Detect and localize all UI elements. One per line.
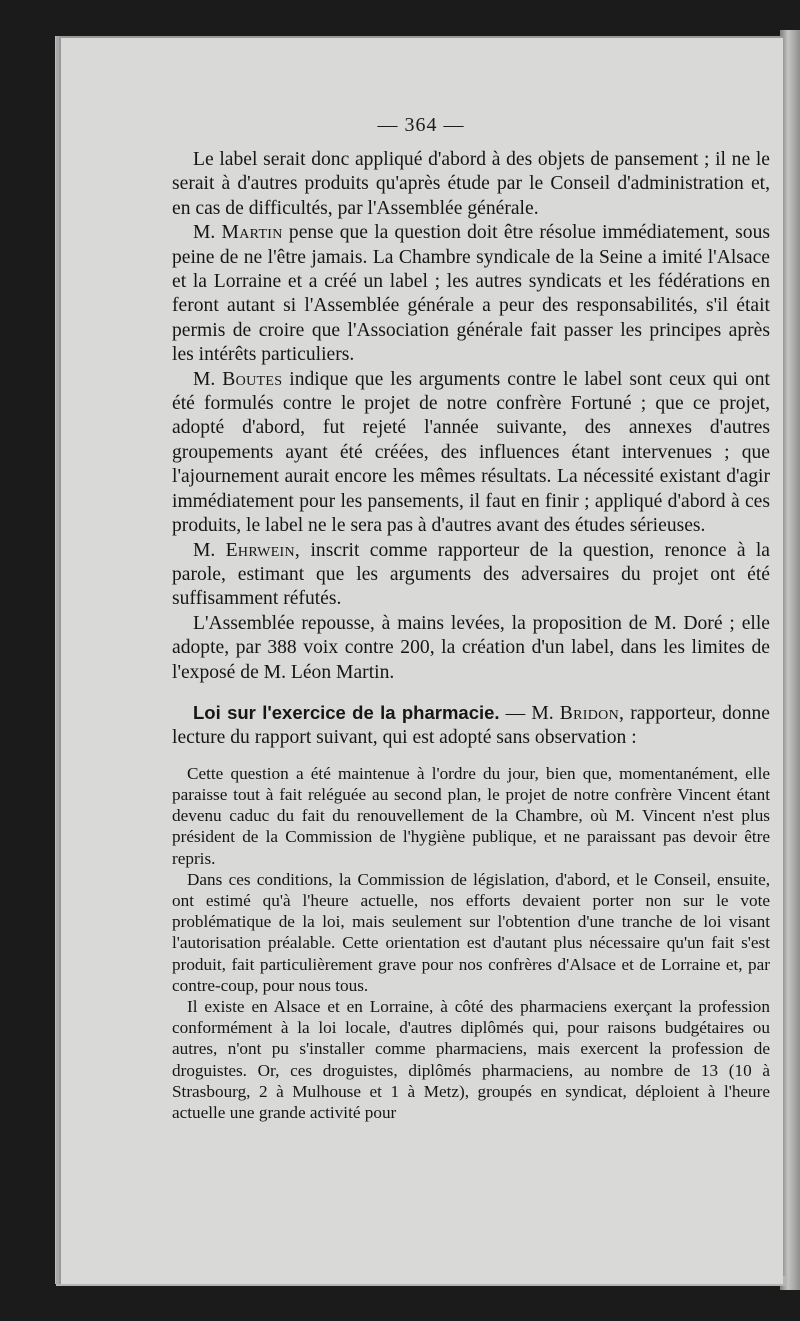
speaker-prefix: M.	[193, 368, 223, 390]
paragraph-4	[172, 539, 770, 612]
report-paragraph-3: Il existe en Alsace et en Lorraine, à côté des pharmaciens exerçant la profession conformément à la loi locale, d'autres diplômés qui, pour raisons budgétaires ou autres, n'ont pu s'installer comme pharmaciens, mais exercent la profession de droguistes. Or, ces droguistes, diplômés pharmaciens, au nombre de 13 (10 à Strasbourg, 2 à Mulhouse et 1 à Metz), groupés en syndicat, déploient à l'heure actuelle une grande activité pour	[172, 996, 770, 1122]
paragraph-3	[172, 368, 770, 539]
section-dash: — M.	[499, 702, 560, 724]
speaker-name-ehrwein: Ehrwein,	[225, 539, 301, 561]
section-heading: Loi sur l'exercice de la pharmacie.	[193, 701, 500, 723]
paragraph-1: Le label serait donc appliqué d'abord à des objets de pansement ; il ne le serait à d'autres produits qu'après étude par le Conseil d'administration et, en cas de difficultés, par l'Assemblée générale.	[172, 149, 770, 219]
speaker-name-martin: Martin	[221, 222, 283, 244]
report-paragraph-1: Cette question a été maintenue à l'ordre du jour, bien que, momentanément, elle paraisse tout à fait reléguée au second plan, le projet de notre confrère Vincent étant devenu caduc du fait du renouvellement de la Chambre, où M. Vincent n'est plus président de la Commission de l'hygiène publique, et ne paraissant pas devoir être repris.	[172, 763, 770, 868]
rapporteur-name: Bridon,	[559, 702, 625, 724]
book-page	[56, 36, 783, 1284]
speaker-name-boutes: Boutes	[222, 368, 283, 390]
paragraph-5: L'Assemblée repousse, à mains levées, la proposition de M. Doré ; elle adopte, par 388 voix contre 200, la création d'un label, dans les limites de l'exposé de M. Léon Martin.	[172, 612, 770, 683]
section-intro-text: rapporteur, donne lecture du rapport suivant, qui est adopté sans observation :	[172, 702, 770, 749]
report-paragraph-2: Dans ces conditions, la Commission de législation, d'abord, et le Conseil, ensuite, ont estimé qu'à l'heure actuelle, nos efforts devaient porter non sur le vote problématique de la loi, mais seulement sur l'obtention d'une tranche de loi visant l'autorisation préalable. Cette orientation est d'autant plus nécessaire qu'un fait s'est produit, fait particulièrement grave pour nos confrères d'Alsace et de Lorraine et, par contre-coup, pour nous tous.	[172, 869, 770, 995]
section-intro	[172, 701, 770, 751]
speaker-prefix: M.	[193, 539, 226, 561]
paragraph-2	[172, 221, 770, 367]
paragraph-3-text: indique que les arguments contre le label sont ceux qui ont été formulés contre le projet de notre confrère Fortuné ; que ce projet, adopté d'abord, fut rejeté l'année suivante, des annexes d'autres groupements ayant été créées, des influences étant intervenues ; que l'ajournement aurait encore les mêmes résultats. La nécessité existant d'agir immédiatement pour les pansements, il faut en finir ; appliqué d'abord à ces produits, le label ne le sera pas à d'autres avant des études sérieuses.	[172, 368, 770, 537]
speaker-prefix: M.	[193, 222, 222, 244]
book-edge	[780, 30, 800, 1290]
paragraph-2-text: pense que la question doit être résolue immédiatement, sous peine de ne l'être jamais. La Chambre syndicale de la Seine a imité l'Alsace et la Lorraine et a créé un label ; les autres syndicats et les fédérations en feront autant si l'Assemblée générale a peur des responsabilités, s'il était permis de croire que l'Association générale fait passer les principes après les intérêts particuliers.	[172, 222, 770, 366]
page-text	[172, 148, 770, 1123]
paragraph-4-text: inscrit comme rapporteur de la question, renonce à la parole, estimant que les arguments des adversaires du projet ont été suffisamment réfutés.	[172, 539, 770, 610]
page-number: — 364 —	[377, 114, 465, 136]
